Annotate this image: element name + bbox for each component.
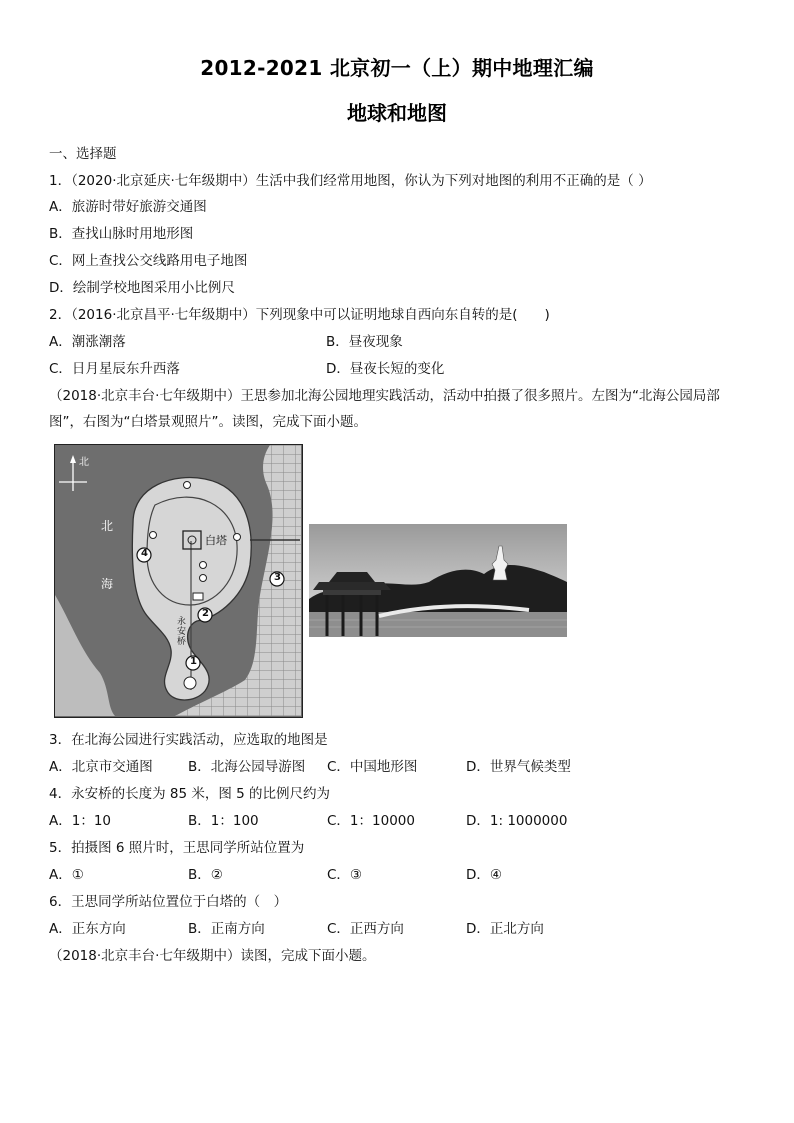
question-2-option-b: B．昼夜现象 <box>326 334 403 350</box>
question-3-stem: 3．在北海公园进行实践活动，应选取的地图是 <box>49 732 328 748</box>
question-1-option-c: C．网上查找公交线路用电子地图 <box>49 253 248 269</box>
white-tower-label: 白塔 <box>205 534 227 547</box>
question-4-option-d: D．1: 1000000 <box>466 813 568 829</box>
yongan-bridge-label: 永安桥 <box>177 617 187 647</box>
question-4-option-c: C．1：10000 <box>327 813 415 829</box>
question-6-option-b: B．正南方向 <box>188 921 265 937</box>
question-6-stem: 6．王思同学所站位置位于白塔的（ ） <box>49 894 288 910</box>
question-6-option-c: C．正西方向 <box>327 921 404 937</box>
section-heading: 一、选择题 <box>49 146 117 162</box>
marker-4: 4 <box>141 548 148 559</box>
question-2-option-c: C．日月星辰东升西落 <box>49 361 180 377</box>
question-1-option-b: B．查找山脉时用地形图 <box>49 226 194 242</box>
white-tower-photo <box>309 524 567 637</box>
question-5-stem: 5．拍摄图 6 照片时，王思同学所站位置为 <box>49 840 305 856</box>
question-5-option-b: B．② <box>188 867 223 883</box>
north-arrow-label: 北 <box>79 457 89 468</box>
question-6-option-a: A．正东方向 <box>49 921 126 937</box>
question-2-option-d: D．昼夜长短的变化 <box>326 361 445 377</box>
document-title: 2012-2021 北京初一（上）期中地理汇编 <box>200 56 594 80</box>
question-4-stem: 4．永安桥的长度为 85 米，图 5 的比例尺约为 <box>49 786 331 802</box>
lake-label-bei: 北 <box>101 519 114 533</box>
beihai-park-map <box>54 444 303 718</box>
question-1-option-a: A．旅游时带好旅游交通图 <box>49 199 207 215</box>
question-4-option-b: B．1：100 <box>188 813 259 829</box>
question-5-option-d: D．④ <box>466 867 502 883</box>
marker-2: 2 <box>202 608 209 619</box>
marker-1: 1 <box>190 656 197 667</box>
material-intro-1: （2018·北京丰台·七年级期中）王思参加北海公园地理实践活动，活动中拍摄了很多照片。左图为“北海公园局部图”，右图为“白塔景观照片”。读图，完成下面小题。 <box>49 388 720 430</box>
marker-3: 3 <box>274 572 281 583</box>
question-5-option-a: A．① <box>49 867 84 883</box>
question-3-option-b: B．北海公园导游图 <box>188 759 306 775</box>
question-1-option-d: D．绘制学校地图采用小比例尺 <box>49 280 235 296</box>
question-1-stem: 1．（2020·北京延庆·七年级期中）生活中我们经常用地图，你认为下列对地图的利用不正确的是（ ） <box>49 173 652 189</box>
document-subtitle: 地球和地图 <box>347 101 447 125</box>
question-3-option-d: D．世界气候类型 <box>466 759 571 775</box>
material-intro-2: （2018·北京丰台·七年级期中）读图，完成下面小题。 <box>49 948 376 964</box>
question-2-option-a: A．潮涨潮落 <box>49 334 126 350</box>
lake-label-hai: 海 <box>101 577 114 591</box>
question-5-option-c: C．③ <box>327 867 363 883</box>
question-6-option-d: D．正北方向 <box>466 921 544 937</box>
question-2-stem: 2．（2016·北京昌平·七年级期中）下列现象中可以证明地球自西向东自转的是( ) <box>49 307 550 323</box>
question-4-option-a: A．1：10 <box>49 813 112 829</box>
question-3-option-c: C．中国地形图 <box>327 759 418 775</box>
question-3-option-a: A．北京市交通图 <box>49 759 153 775</box>
